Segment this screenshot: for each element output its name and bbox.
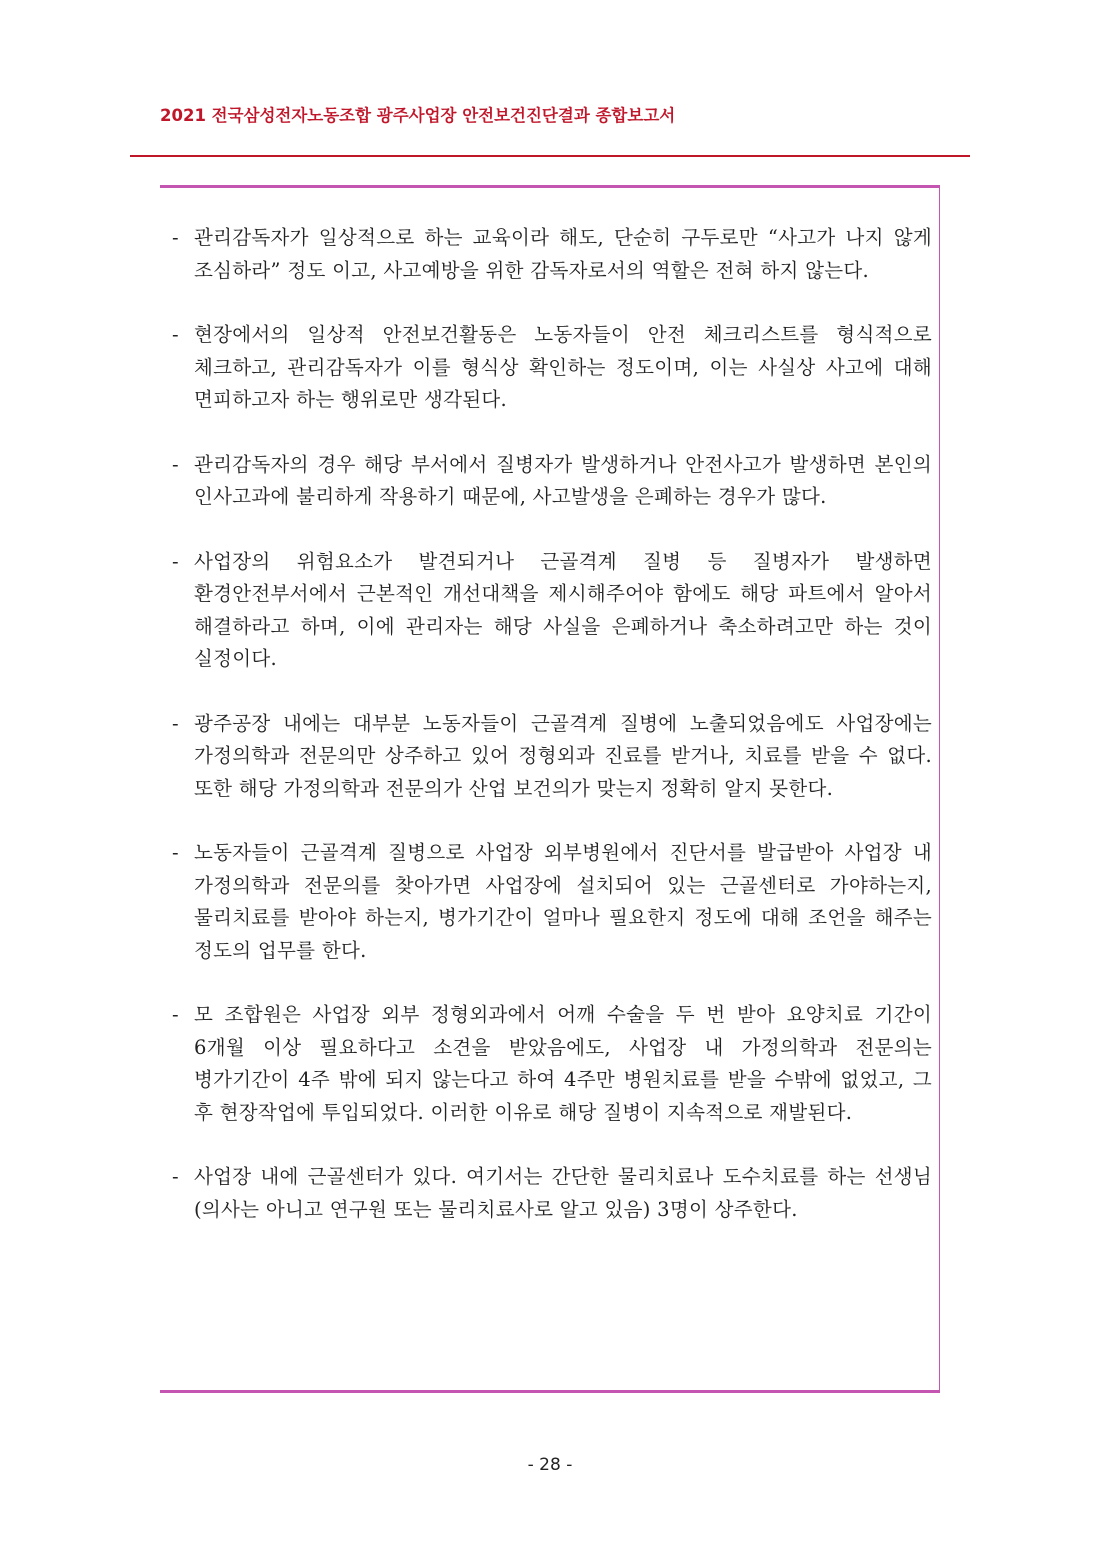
bullet-dash: -	[172, 1165, 179, 1188]
list-item-text: 현장에서의 일상적 안전보건활동은 노동자들이 안전 체크리스트를 형식적으로 체크하고, 관리감독자가 이를 형식상 확인하는 정도이며, 이는 사실상 사고에 대해 면피하고자 하는 행위로만 생각된다.	[194, 323, 932, 411]
list-item-text: 사업장의 위험요소가 발견되거나 근골격계 질병 등 질병자가 발생하면 환경안전부서에서 근본적인 개선대책을 제시해주어야 함에도 해당 파트에서 알아서 해결하라고 하며, 이에 관리자는 해당 사실을 은폐하거나 축소하려고만 하는 것이 실정이다.	[194, 549, 932, 670]
list-item	[172, 449, 932, 514]
bullet-dash: -	[172, 323, 179, 346]
list-item-text: 광주공장 내에는 대부분 노동자들이 근골격계 질병에 노출되었음에도 사업장에는 가정의학과 전문의만 상주하고 있어 정형외과 진료를 받거나, 치료를 받을 수 없다. 또한 해당 가정의학과 전문의가 산업 보건의가 맞는지 정확히 알지 못한다.	[194, 711, 932, 800]
header-divider	[130, 155, 970, 157]
list-item-text: 노동자들이 근골격계 질병으로 사업장 외부병원에서 진단서를 발급받아 사업장 내 가정의학과 전문의를 찾아가면 사업장에 설치되어 있는 근골센터로 가야하는지, 물리치료를 받아야 하는지, 병가기간이 얼마나 필요한지 정도에 대해 조언을 해주는 정도의 업무를 한다.	[194, 841, 932, 962]
list-item	[172, 546, 932, 676]
list-item	[172, 222, 932, 287]
list-item-text: 사업장 내에 근골센터가 있다. 여기서는 간단한 물리치료나 도수치료를 하는 선생님(의사는 아니고 연구원 또는 물리치료사로 알고 있음) 3명이 상주한다.	[194, 1165, 932, 1221]
bullet-dash: -	[172, 452, 179, 476]
page-number: - 28 -	[527, 1455, 573, 1475]
list-item	[172, 319, 932, 417]
list-item	[172, 837, 932, 967]
bullet-list	[172, 222, 932, 1258]
list-item-text: 모 조합원은 사업장 외부 정형외과에서 어깨 수술을 두 번 받아 요양치료 기간이 6개월 이상 필요하다고 소견을 받았음에도, 사업장 내 가정의학과 전문의는 병가기간이 4주 밖에 되지 않는다고 하여 4주만 병원치료를 받을 수밖에 없었고, 그 후 현장작업에 투입되었다. 이러한 이유로 해당 질병이 지속적으로 재발된다.	[194, 1003, 932, 1124]
bullet-dash: -	[172, 841, 179, 864]
list-item	[172, 708, 932, 806]
report-title: 2021 전국삼성전자노동조합 광주사업장 안전보건진단결과 종합보고서	[160, 106, 676, 125]
bullet-dash: -	[172, 226, 179, 249]
list-item	[172, 1161, 932, 1226]
list-item-text: 관리감독자가 일상적으로 하는 교육이라 해도, 단순히 구두로만 “사고가 나지 않게 조심하라” 정도 이고, 사고예방을 위한 감독자로서의 역할은 전혀 하지 않는다.	[194, 226, 932, 282]
bullet-dash: -	[172, 549, 179, 573]
bullet-dash: -	[172, 711, 179, 735]
bullet-dash: -	[172, 1003, 179, 1026]
list-item-text: 관리감독자의 경우 해당 부서에서 질병자가 발생하거나 안전사고가 발생하면 본인의 인사고과에 불리하게 작용하기 때문에, 사고발생을 은폐하는 경우가 많다.	[194, 452, 932, 508]
list-item	[172, 999, 932, 1129]
